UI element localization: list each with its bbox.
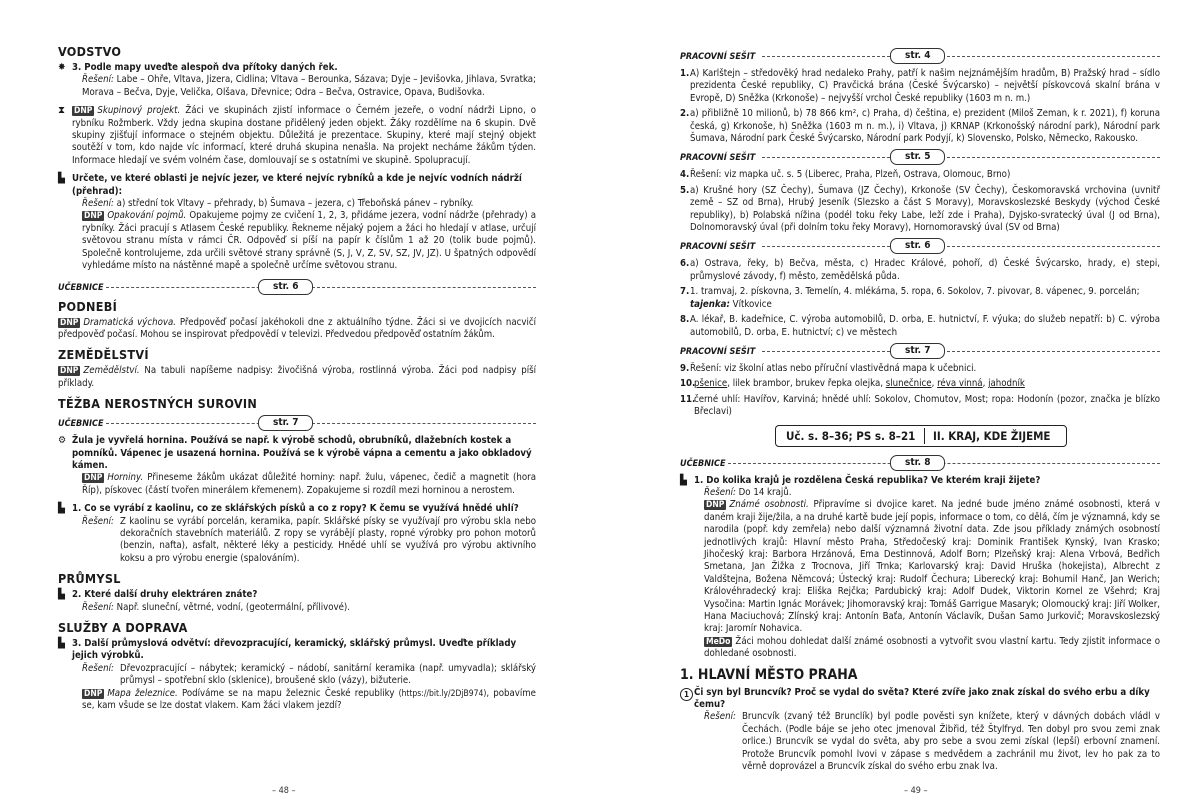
answer-item: 11. černé uhlí: Havířov, Karviná; hnědé uhlí: Sokolov, Chomutov, Most; ropa: Hodonín (pozor, značka je blízko Břeclavi) <box>680 393 1160 418</box>
dnp-tag: DNP <box>74 106 93 117</box>
section-heading-sluzby: SLUŽBY A DOPRAVA <box>58 620 188 635</box>
exercise-industries: ▙ 3. Další průmyslová odvětví: dřevozpracující, keramický, sklářský průmysl. Uveďte příklady jejich výrobků. Řešení: Dřevozpracující – nábytek; keramický – nádobí, sanitární keramika (např. umyvadla); sklářský průmysl – spotřební sklo (sklenice), broušené sklo (vázy), bižuterie. DNP Mapa železnice. Podíváme se na mapu železnic České republiky (https://bit.ly/2DjB974), pobavíme se, kam všude se lze dostat vlakem. Kam žáci vlakem jezdí? <box>58 638 536 712</box>
railway-map-link[interactable]: (https://bit.ly/2DjB974) <box>398 688 487 699</box>
exercise-rivers <box>58 62 536 99</box>
dnp-project: ⧗ DNP Skupinový projekt. Žáci ve skupinách zjistí informace o Černém jezeře, o vodní nádrži Lipno, o rybníku Rožmberk. Vždy jedna skupina dostane přidělený jeden objekt. Žáky rozdělíme na 6 skupin. Dvě skupiny zjišťují informace o stejném objektu. Důležitá je prezentace. Skupiny, které mají stejný objekt soutěží v tom, kdo najde víc informací, které druhá skupina nenašla. Na projekt necháme žákům týden. Informace hledají ve svém volném čase, domlouvají se s ostatními ve skupině. Spolupracují. <box>58 105 536 166</box>
numbered-circle-icon: 1 <box>680 688 693 701</box>
answer-item: 6. a) Ostrava, řeky, b) Bečva, města, c) Hradec Králové, pohoří, d) České Švýcarsko, hrady, e) stepi, průmyslové závody, f) město, zemědělská půda. <box>680 258 1160 282</box>
right-page <box>680 44 1160 779</box>
page-ref: str. 6 <box>890 238 945 254</box>
page-ref: str. 8 <box>890 455 945 471</box>
page-ref: str. 5 <box>890 149 945 165</box>
exercise-question: 3. Podle mapy uveďte alespoň dva přítoky daných řek. <box>72 62 338 73</box>
section-heading-podnebi: PODNEBÍ <box>58 298 118 314</box>
answer-item: 4. Řešení: viz mapka uč. s. 5 (Liberec, Praha, Plzeň, Ostrava, Olomouc, Brno) <box>680 169 1011 181</box>
dnp-agriculture: DNP Zemědělství. Na tabuli napíšeme nadpisy: živočišná výroba, rostlinná výroba. Žáci pod nadpisy píší příklady. <box>58 365 536 389</box>
answer-item: 8. A. lékař, B. kadeřnice, C. výroba automobilů, D. orba, E. hutnictví, F. výuka; do služeb nepatří: b) C. výroba automobilů, D. orba, E. hutnictví; c) ve městech <box>680 314 1160 338</box>
answer-item: 2. a) přibližně 10 milionů, b) 78 866 km², c) Praha, d) čeština, e) prezident (Miloš Zeman, k r. 2021), f) koruna česká, g) Krkonoše, h) Sněžka (1603 m n. m.), i) Vltava, j) KRNAP (Krkonošský národní park), Národní park Šumava, Národní park České Švýcarsko, Národní park Podyjí, k) Slovensko, Polsko, Německo, Rakousko. <box>680 108 1160 145</box>
page-number-right: – 49 – <box>904 786 928 796</box>
book-icon: ▙ <box>58 173 65 185</box>
hourglass-icon: ⧗ <box>58 105 66 117</box>
page-ref: str. 7 <box>890 343 945 359</box>
book-icon: ▙ <box>58 503 65 515</box>
answer-item: 10. pšenice, lilek brambor, brukev řepka olejka, slunečnice, réva vinná, jahodník <box>680 378 1025 390</box>
left-page <box>58 44 536 718</box>
section-heading-praha: 1. HLAVNÍ MĚSTO PRAHA <box>680 666 858 683</box>
page-ref: str. 4 <box>890 48 945 64</box>
exercise-solution: Řešení: Labe – Ohře, Vltava, Jizera, Cidlina; Vltava – Berounka, Sázava; Dyje – Jevišovka, Jihlava, Svratka; Morava – Bečva, Dyje, Velička, Olšava, Dřevnice; Odra – Bečva, Ostravice, Opava, Budišovka. <box>82 74 536 98</box>
answer-item: 5. a) Krušné hory (SZ Čechy), Šumava (JZ Čechy), Krkonoše (SV Čechy), Českomoravská vrchovina (uvnitř země – SZ od Brna), Hrubý Jeseník (Slezsko a část S Moravy), Moravskoslezské Beskydy (východ České republiky), b) Polabská nížina (podél toku řeky Labe, leží zde i Praha), Dyjsko-svratecký úval (J od Brna), Dolnomoravský úval (při dolním toku řeky Moravy), Hornomoravský úval (SV od Brna) <box>680 184 1160 234</box>
dnp-terms: DNP Opakování pojmů. Opakujeme pojmy ze cvičení 1, 2, 3, přidáme jezera, vodní nádrže (přehrady) a rybníky. Žáci pracují s Atlasem České republiky. Řekneme nějaký pojem a žáci ho hledají v atlase, určují světovou stranu místa v rámci ČR. Odpověď si píší na papír k číslům 1 až 20 (tolik bude pojmů). Společně kontrolujeme, zda určili světové strany správně (S, J, V, Z, SV, SZ, JV, JZ). U špatných odpovědí vyhledáme místo na nástěnné mapě a společně určíme světovou stranu. <box>82 210 536 272</box>
section-heading-zemedelstvi: ZEMĚDĚLSTVÍ <box>58 347 149 363</box>
chapter-banner: Uč. s. 8–36; PS s. 8–21 II. KRAJ, KDE ŽIJEME <box>775 425 1067 447</box>
workbook-separator: PRACOVNÍ SEŠIT str. 5 <box>680 149 1160 165</box>
book-icon: ▙ <box>58 589 65 601</box>
page-number-left: – 48 – <box>272 786 296 796</box>
exercise-lakes <box>58 173 536 272</box>
star-icon: ✸ <box>58 62 66 73</box>
gear-icon: ⚙ <box>58 435 67 447</box>
dnp-rocks: DNP Horniny. Přineseme žákům ukázat důležité horniny: např. žulu, vápenec, čedič a magnetit (hora Říp), pískovec (částí tvořen minerálem křemenem). Zopakujeme si rozdíl mezi horninou a nerostem. <box>82 472 536 496</box>
dnp-personalities: DNP Známé osobnosti. Připravíme si dvojice karet. Na jedné bude jméno známé osobnosti, která v daném kraji žije/žila, a na druhé kartě bude její popis, informace o tom, co dělá, čím je významná, kdy se narodila (popř. kdy zemřela) nebo další významná životní data. Zde jsou příklady známých osobností jednotlivých krajů: Hlavní město Praha, Středočeský kraj: Dominik František Kynský, Ivan Krasko; Jihočeský kraj: Barbora Hrzánová, Ema Destinnová, Adolf Born; Plzeňský kraj: Alena Vrbová, Bedřich Smetana, Jan Žižka z Trocnova, Jiří Trnka; Karlovarský kraj: David Hruška (hokejista), Albrecht z Valdštejna, Božena Němcová; Ústecký kraj: Rudolf Čechura; Liberecký kraj: Bohumil Hanč, Jan Werich; Královéhradecký kraj: Eliška Rejčka; Pardubický kraj: Adolf Dudek, Viktorin Kornel ze Všehrd; Kraj Vysočina: Martin Ignác Morávek; Jihomoravský kraj: Tomáš Garrigue Masaryk; Olomoucký kraj: Jiří Wolker, Hana Maciuchová; Zlínský kraj: Antonín Baťa, Antonín Václavík, Dušan Samo Jurkovič; Moravskoslezský kraj: Jaromír Nohavica. <box>704 499 1160 635</box>
workbook-separator: PRACOVNÍ SEŠIT str. 4 <box>680 48 1160 64</box>
exercise-rocks: ⚙ Žula je vyvřelá hornina. Používá se např. k výrobě schodů, obrubníků, dlažebních kostek a pomníků. Vápenec je usazená hornina. Používá se k výrobě vápna a cementu a jako obkladový kámen. DNP Horniny. Přineseme žákům ukázat důležité horniny: např. žulu, vápenec, čedič a magnetit (hora Říp), pískovec (částí tvořen minerálem křemenem). Zopakujeme si rozdíl mezi horninou a nerostem. <box>58 435 536 496</box>
answer-item: 7. 1. tramvaj, 2. pískovna, 3. Temelín, 4. mlékárna, 5. ropa, 6. Sokolov, 7. pivovar, 8. vápenec, 9. porcelán; tajenka: Vítkovice <box>680 286 1140 310</box>
textbook-separator: UČEBNICE str. 6 <box>58 279 536 295</box>
dnp-drama: DNP Dramatická výchova. Předpověď počasí jakéhokoli dne z aktuálního týdne. Žáci si ve dvojicích nacvičí předpověď počasí. Mohou se inspirovat předpovědí v televizi. Předvedou předpověď ostatním žákům. <box>58 316 537 340</box>
exercise-bruncvik: 1 Či syn byl Bruncvík? Proč se vydal do světa? Které zvíře jako znak získal do svého erbu a díky čemu? Řešení: Bruncvík (zvaný též Brunclík) byl podle pověsti syn knížete, který v dávných dobách vládl v Čechách. (Podle báje se jeho otec jmenoval Žibřid, též Štylfryd. Ten dobyl pro svou zemi znak orlice.) Bruncvík se vydal do světa, aby pro sebe a svou zemi získal (lepší) erbovní znamení. Protože Bruncvík pomohl lvovi v zápase s medvědem a zachránil mu život, lev ho pak za to věrně doprovázel a Bruncvík získal do svého erbu znak lva. <box>680 687 1160 774</box>
exercise-regions: ▙ 1. Do kolika krajů je rozdělena Česká republika? Ve kterém kraji žijete? Řešení: Do 14 krajů. DNP Známé osobnosti. Připravíme si dvojice karet. Na jedné bude jméno známé osobnosti, která v daném kraji žije/žila, a na druhé kartě bude její popis, informace o tom, co dělá, čím je významná, kdy se narodila (popř. kdy zemřela) nebo další významná životní data. Zde jsou příklady známých osobností jednotlivých krajů: Hlavní město Praha, Středočeský kraj: Dominik František Kynský, Ivan Krasko; Jihočeský kraj: Barbora Hrzánová, Ema Destinnová, Adolf Born; Plzeňský kraj: Alena Vrbová, Bedřich Smetana, Jan Žižka z Trocnova, Jiří Trnka; Karlovarský kraj: David Hruška (hokejista), Albrecht z Valdštejna, Božena Němcová; Ústecký kraj: Rudolf Čechura; Liberecký kraj: Bohumil Hanč, Jan Werich; Královéhradecký kraj: Eliška Rejčka; Pardubický kraj: Adolf Dudek, Viktorin Kornel ze Všehrd; Kraj Vysočina: Martin Ignác Morávek; Jihomoravský kraj: Tomáš Garrigue Masaryk; Olomoucký kraj: Jiří Wolker, Hana Maciuchová; Zlínský kraj: Antonín Baťa, Antonín Václavík, Dušan Samo Jurkovič; Moravskoslezský kraj: Jaromír Nohavica. MeDo Žáci mohou dohledat další známé osobnosti a vytvořit svou vlastní kartu. Tedy zjistit informace o dohledané osobnosti. <box>680 474 1160 660</box>
page-ref: str. 7 <box>258 415 313 431</box>
medo-note: MeDo Žáci mohou dohledat další známé osobnosti a vytvořit svou vlastní kartu. Tedy zjistit informace o dohledané osobnosti. <box>704 635 1160 660</box>
workbook-separator: PRACOVNÍ SEŠIT str. 7 <box>680 343 1160 359</box>
exercise-kaolin: ▙ 1. Co se vyrábí z kaolinu, co ze sklářských písků a co z ropy? K čemu se využívá hnědé uhlí? Řešení: Z kaolinu se vyrábí porcelán, keramika, papír. Sklářské písky se využívají pro výrobu skla nebo dekoračních stavebních materiálů. Z ropy se vyrábějí plasty, ropné výrobky pro pohon motorů (benzin, nafta), asfalt, některé léky a pesticidy. Hnědé uhlí se využívá pro výrobu aktivního koksu a pro výrobu energie (spalováním). <box>58 503 536 564</box>
section-heading-prumysl: PRŮMYSL <box>58 571 121 587</box>
page-ref: str. 6 <box>258 279 313 295</box>
answer-item: 1. A) Karlštejn – středověký hrad nedaleko Prahy, patří k našim nejznámějším hradům, B) Pražský hrad – sídlo prezidenta České republiky, C) Pravčická brána (České Švýcarsko) – největší pískovcová skalní brána v Evropě, D) Sněžka (Krkonoše) – nejvyšší vrchol České republiky (1603 m n. m.) <box>680 68 1160 104</box>
book-icon: ▙ <box>58 638 65 649</box>
textbook-separator: UČEBNICE str. 7 <box>58 415 536 431</box>
exercise-powerplants: ▙ 2. Které další druhy elektráren znáte? Řešení: Např. sluneční, větrné, vodní, (geotermální, přílivové). <box>58 589 351 613</box>
book-icon: ▙ <box>680 474 687 486</box>
section-heading-tezba: TĚŽBA NEROSTNÝCH SUROVIN <box>58 396 258 412</box>
textbook-separator: UČEBNICE str. 8 <box>680 455 1160 471</box>
exercise-question: Určete, ve které oblasti je nejvíc jezer, ve které nejvíc rybníků a kde je nejvíc vodních nádrží (přehrad): <box>72 173 522 197</box>
answer-item: 9. Řešení: viz školní atlas nebo příruční vlastivědná mapa k učebnici. <box>680 362 977 374</box>
section-heading-vodstvo: VODSTVO <box>58 44 122 59</box>
dnp-railway: DNP Mapa železnice. Podíváme se na mapu železnic České republiky (https://bit.ly/2DjB974), pobavíme se, kam všude se lze dostat vlakem. Kam žáci vlakem jezdí? <box>82 687 536 712</box>
workbook-separator: PRACOVNÍ SEŠIT str. 6 <box>680 238 1160 254</box>
exercise-solution: Řešení: a) střední tok Vltavy – přehrady, b) Šumava – jezera, c) Třeboňská pánev – rybníky. <box>82 198 474 210</box>
